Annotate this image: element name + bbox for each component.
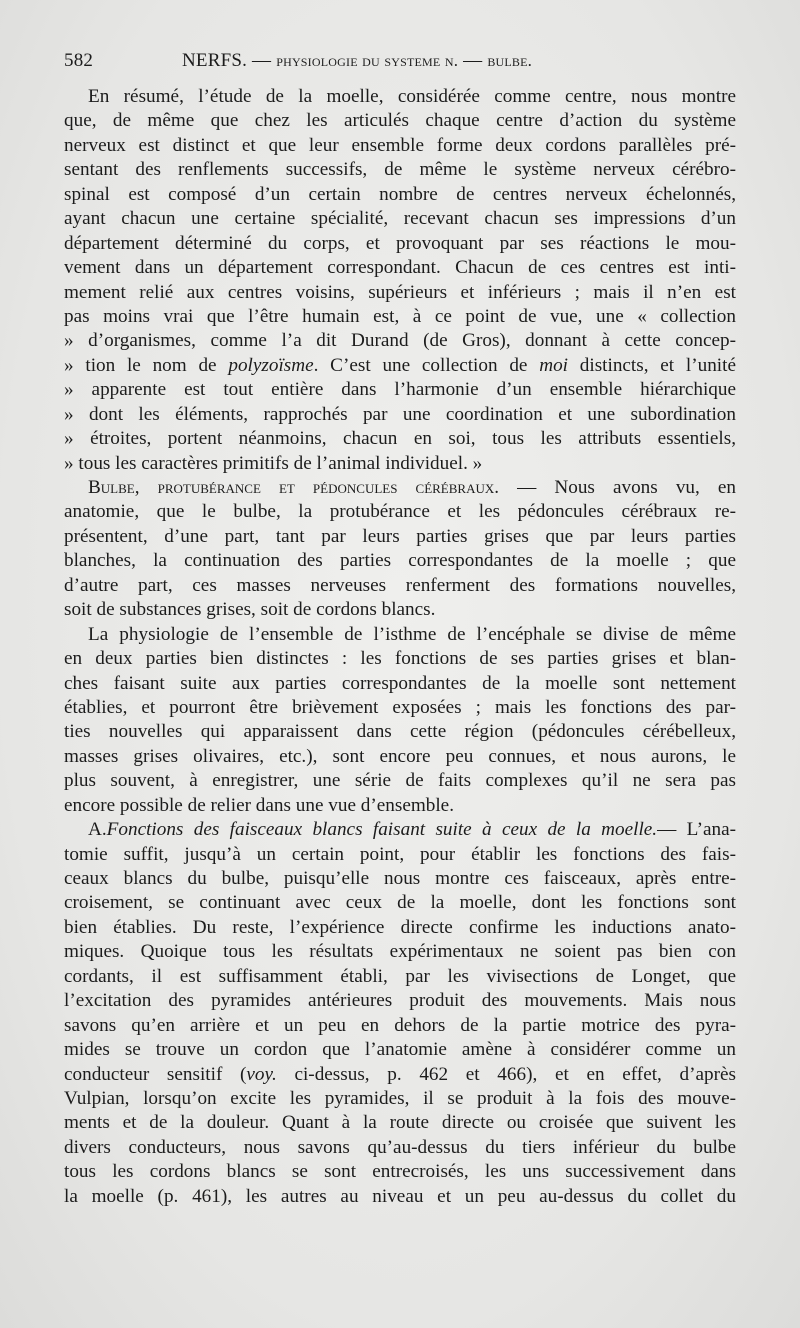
text-line: » apparente est tout entière dans l’harmonie d’un ensemble hiérarchique	[64, 379, 736, 401]
text-line: Vulpian, lorsqu’on excite les pyramides, il se produit à la fois des mouve-	[64, 1087, 736, 1109]
text-line: nerveux est distinct et que leur ensemble forme deux cordons parallèles pré-	[64, 134, 736, 156]
header-separator: —	[247, 50, 277, 71]
text-line: » dont les éléments, rapprochés par une coordination et une subordination	[64, 403, 736, 425]
text-line: sentant des renflements successifs, de même le système nerveux cérébro-	[64, 159, 736, 181]
header-separator: —	[458, 50, 488, 71]
text-line: masses grises olivaires, etc.), sont encore peu connues, et nous aurons, le	[64, 745, 736, 767]
text-line: bien établies. Du reste, l’expérience directe confirme les inductions anato-	[64, 916, 736, 938]
text-line: établies, et pourront être brièvement exposées ; mais les fonctions des par-	[64, 696, 736, 718]
text-line: divers conducteurs, nous savons qu’au-dessus du tiers inférieur du bulbe	[64, 1136, 736, 1158]
text-line: En résumé, l’étude de la moelle, considérée comme centre, nous montre	[88, 86, 736, 107]
text-line: La physiologie de l’ensemble de l’isthme de l’encéphale se divise de même	[88, 623, 736, 645]
text-line: en deux parties bien distinctes : les fonctions de ses parties grises et blan-	[64, 648, 736, 670]
page-number: 582	[64, 50, 94, 71]
text-line: que, de même que chez les articulés chaque centre d’action du système	[64, 110, 736, 132]
text-line: présentent, d’une part, tant par leurs parties grises que par leurs parties	[64, 525, 736, 547]
text-line: blanches, la continuation des parties correspondantes de la moelle ; que	[64, 550, 736, 572]
text-line: la moelle (p. 461), les autres au niveau et un peu au-dessus du collet du	[64, 1185, 736, 1207]
text-line: soit de substances grises, soit de cordons blancs.	[64, 599, 436, 621]
text-line: encore possible de relier dans une vue d’ensemble.	[64, 794, 454, 816]
subsection-heading: Fonctions des faisceaux blancs faisant suite à ceux de la moelle.	[106, 819, 658, 841]
header-section: physiologie du systeme n.	[276, 51, 459, 70]
header-title: NERFS.	[182, 50, 248, 71]
running-header	[64, 50, 736, 74]
text-line: croisement, se continuant avec ceux de la moelle, dont les fonctions sont	[64, 892, 736, 914]
text-line: conducteur sensitif (voy. ci-dessus, p. 462 et 466), et en effet, d’après	[64, 1063, 736, 1085]
italic-term: moi	[539, 354, 568, 376]
text-line: tous les cordons blancs se sont entrecroisés, les uns successivement dans	[64, 1161, 736, 1183]
text-line: ceaux blancs du bulbe, puisqu’elle nous montre ces faisceaux, après entre-	[64, 868, 736, 889]
text-line: ties nouvelles qui apparaissent dans cette région (pédoncules cérébelleux,	[64, 721, 736, 743]
text-line: vement dans un département correspondant. Chacun de ces centres est inti-	[64, 257, 736, 279]
text-line: département déterminé du corps, et provoquant par ses réactions le mou-	[64, 232, 736, 254]
text-line: mement relié aux centres voisins, supérieurs et inférieurs ; mais il n’en est	[64, 281, 736, 303]
section-heading: Bulbe, protubérance et pédoncules cérébraux.	[88, 477, 500, 498]
text-line: mides se trouve un cordon que l’anatomie amène à considérer comme un	[64, 1039, 736, 1061]
text-line: ayant chacun une certaine spécialité, recevant chacun ses impressions d’un	[64, 208, 736, 230]
running-title	[182, 50, 532, 72]
text-line: anatomie, que le bulbe, la protubérance et les pédoncules cérébraux re-	[64, 501, 736, 523]
text-line: ments et de la douleur. Quant à la route directe ou croisée que suivent les	[64, 1112, 736, 1134]
italic-term: voy.	[246, 1063, 277, 1085]
text-line: l’excitation des pyramides antérieures produit des mouvements. Mais nous	[64, 990, 736, 1012]
text-line: pas moins vrai que l’être humain est, à ce point de vue, une « collection	[64, 305, 736, 327]
text-line: Bulbe, protubérance et pédoncules cérébraux. — Nous avons vu, en	[88, 477, 736, 498]
header-subsection: bulbe.	[487, 51, 533, 70]
text-line: » tous les caractères primitifs de l’animal individuel. »	[64, 452, 483, 474]
text-line: miques. Quoique tous les résultats expérimentaux ne soient pas bien con	[64, 941, 736, 963]
text-line: cordants, il est suffisamment établi, par les vivisections de Longet, que	[64, 965, 736, 987]
text-line: d’autre part, ces masses nerveuses renferment des formations nouvelles,	[64, 574, 736, 596]
text-line: ches faisant suite aux parties correspondantes de la moelle sont nettement	[64, 672, 736, 694]
body-text	[64, 85, 736, 1209]
text-line: » étroites, portent néanmoins, chacun en soi, tous les attributs essentiels,	[64, 428, 736, 450]
text-line: » d’organismes, comme l’a dit Durand (de Gros), donnant à cette concep-	[64, 330, 736, 352]
text-line: savons qu’en arrière et un peu en dehors de la partie motrice des pyra-	[64, 1014, 736, 1036]
text-line: plus souvent, à enregistrer, une série de faits complexes qu’il ne sera pas	[64, 770, 736, 792]
text-line: » tion le nom de polyzoïsme. C’est une collection de moi distincts, et l’unité	[64, 354, 736, 376]
text-line: tomie suffit, jusqu’à un certain point, pour établir les fonctions des fais-	[64, 843, 736, 865]
text-line: spinal est composé d’un certain nombre de centres nerveux échelonnés,	[64, 183, 736, 205]
italic-term: polyzoïsme	[228, 354, 314, 376]
text-line: A.Fonctions des faisceaux blancs faisant suite à ceux de la moelle.— L’ana-	[88, 819, 736, 841]
subsection-label: A.	[88, 819, 107, 841]
